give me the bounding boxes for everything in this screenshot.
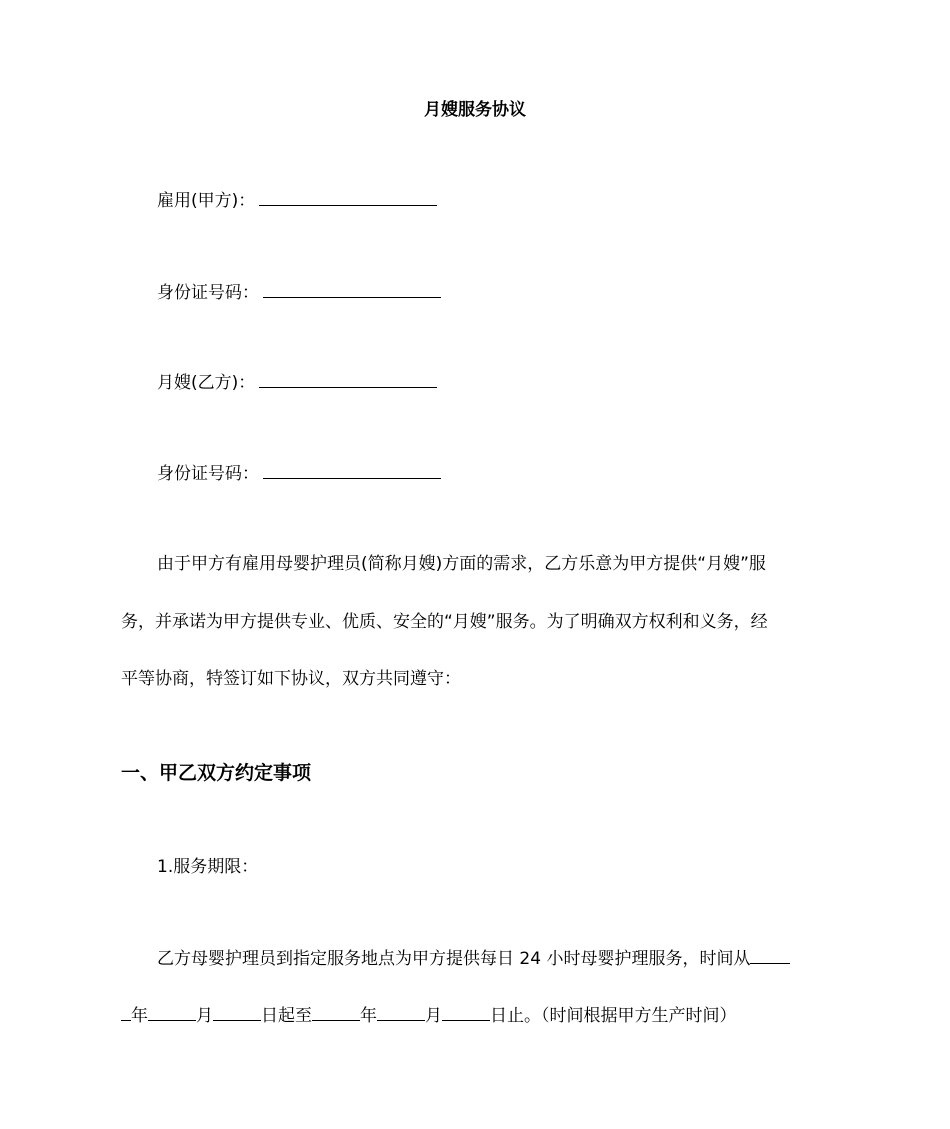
nanny-id-blank (263, 460, 441, 479)
end-year-blank (312, 1002, 360, 1021)
start-year-label: 年 (131, 1006, 148, 1026)
start-day-label: 日起至 (261, 1006, 312, 1026)
section-1-heading: 一、甲乙双方约定事项 (121, 762, 312, 784)
start-year-blank-b (121, 1002, 131, 1021)
end-day-label: 日止。（时间根据甲方生产时间） (490, 1006, 737, 1026)
start-day-blank (213, 1002, 261, 1021)
employer-label: 雇用(甲方)： (157, 191, 256, 211)
nanny-id-label: 身份证号码： (157, 464, 259, 484)
intro-line-3: 平等协商，特签订如下协议，双方共同遵守： (121, 669, 461, 689)
start-month-blank (148, 1002, 196, 1021)
document-title: 月嫂服务协议 (424, 100, 526, 120)
service-period-line-1 (121, 945, 867, 973)
employer-field (157, 187, 437, 215)
service-period-line-2 (121, 1002, 831, 1030)
employer-id-field (157, 279, 441, 307)
nanny-blank (259, 369, 437, 388)
intro-line-1: 由于甲方有雇用母婴护理员(简称月嫂)方面的需求，乙方乐意为甲方提供“月嫂”服 (157, 554, 766, 574)
end-year-label: 年 (360, 1006, 377, 1026)
end-month-blank (377, 1002, 425, 1021)
nanny-id-field (157, 460, 441, 488)
start-year-blank-a (750, 945, 790, 964)
intro-line-2: 务，并承诺为甲方提供专业、优质、安全的“月嫂”服务。为了明确双方权利和义务，经 (121, 612, 768, 632)
nanny-label: 月嫂(乙方)： (157, 373, 256, 393)
employer-id-label: 身份证号码： (157, 283, 259, 303)
employer-blank (259, 187, 437, 206)
service-period-text: 乙方母婴护理员到指定服务地点为甲方提供每日 24 小时母婴护理服务，时间从 (157, 949, 751, 969)
employer-id-blank (263, 279, 441, 298)
end-day-blank (442, 1002, 490, 1021)
end-month-label: 月 (425, 1006, 442, 1026)
nanny-field (157, 369, 437, 397)
item-1-title: 1.服务期限： (157, 857, 259, 877)
start-month-label: 月 (196, 1006, 213, 1026)
